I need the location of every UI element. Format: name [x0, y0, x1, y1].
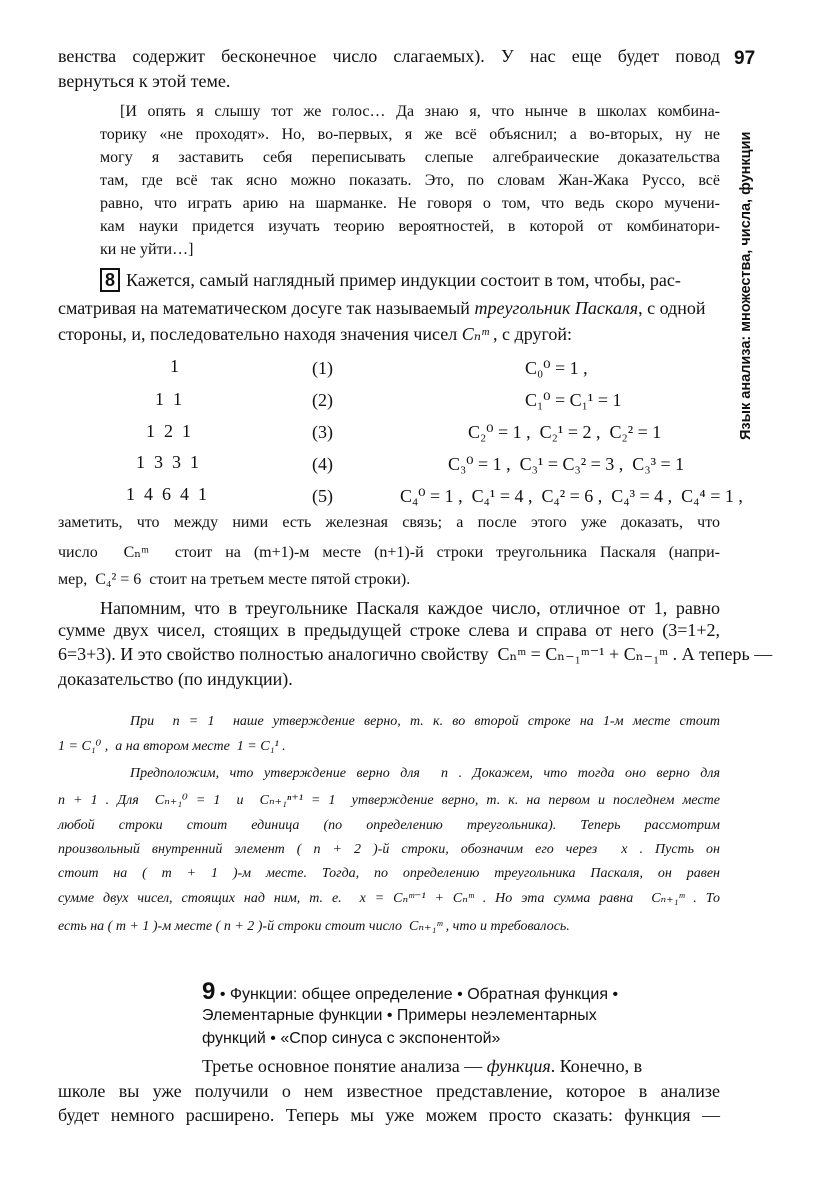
section8-line2	[58, 298, 720, 319]
text-line: сумме двух чисел, стоящих в предыдущей строке слева и справа от него (3=1+2,	[58, 620, 720, 640]
proof-line: стоит на ( m + 1 )-м месте. Тогда, по определению треугольника Паскаля, он равен	[58, 866, 720, 881]
text-span: , с другой:	[493, 324, 573, 344]
section9-heading-line1	[202, 978, 722, 1006]
quote-line: кам науки придется изучать теорию вероятностей, в которой от комбинатори-	[100, 218, 720, 235]
quote-line: торику «не проходят». Но, во-первых, я же всё объяснил; а во-вторых, ну не	[100, 126, 720, 143]
binomial-eq: C₃⁰ = 1 , C₃¹ = C₃² = 3 , C₃³ = 1	[448, 454, 685, 474]
text-span: стороны, и, последовательно находя значения чисел	[58, 324, 458, 344]
text-span: сматривая на математическом досуге так называемый	[58, 298, 475, 318]
proof-line: n + 1 . Для Cₙ₊₁⁰ = 1 и Cₙ₊₁ⁿ⁺¹ = 1 утверждение верно, т. к. на первом и последнем месте	[58, 793, 720, 808]
pascal-row: 1 2 1	[146, 421, 191, 441]
final-line1	[202, 1056, 720, 1077]
quote-line: равно, что играть арию на шарманке. Не говоря о том, что ведь скоро мучени-	[100, 195, 720, 212]
proof-line: Предположим, что утверждение верно для n . Докажем, что тогда оно верно для	[130, 766, 720, 781]
text-line: школе вы уже получили о нем известное представление, которое в анализе	[58, 1081, 720, 1101]
quote-line: там, где всё так ясно можно показать. Это, по словам Жан-Жака Руссо, всё	[100, 172, 720, 189]
proof-line: любой строки стоит единица (по определению треугольника). Теперь рассмотрим	[58, 818, 720, 833]
proof-line: есть на ( m + 1 )-м месте ( n + 2 )-й строки стоит число Cₙ₊₁ᵐ , что и требовалось.	[58, 919, 570, 934]
pascal-row: 1	[170, 356, 179, 376]
text-line: мер, C₄² = 6 стоит на третьем месте пятой строки).	[58, 571, 411, 588]
heading-text: • Функции: общее определение • Обратная функция •	[219, 986, 619, 1003]
page-number: 97	[734, 48, 756, 69]
proof-line: 1 = C₁⁰ , а на втором месте 1 = C₁¹ .	[58, 739, 286, 754]
side-title-text: Язык анализа: множества, числа, функции	[738, 131, 754, 440]
text-line: число Cₙᵐ стоит на (m+1)-м месте (n+1)-й строки треугольника Паскаля (напри-	[58, 544, 720, 561]
binomial-eq: C₁⁰ = C₁¹ = 1	[525, 390, 622, 410]
section9-heading-line3: функций • «Спор синуса с экспонентой»	[202, 1030, 501, 1047]
binomial-eq: C₂⁰ = 1 , C₂¹ = 2 , C₂² = 1	[468, 422, 662, 442]
section-number: 9	[202, 978, 216, 1005]
text-line: Напомним, что в треугольнике Паскаля каждое число, отличное от 1, равно	[100, 598, 720, 618]
quote-line: могу я заставить себя переписывать слепые алгебраические доказательства	[100, 149, 720, 166]
text-line: будет немного расширено. Теперь мы уже можем просто сказать: функция —	[58, 1105, 720, 1125]
term-italic: функция	[486, 1056, 551, 1076]
quote-line: [И опять я слышу тот же голос… Да знаю я, что нынче в школах комбина-	[120, 103, 720, 120]
row-number: (3)	[312, 422, 333, 442]
section8-line1	[100, 268, 720, 292]
row-number: (2)	[312, 390, 333, 410]
text-line: заметить, что между ними есть железная связь; а после этого уже доказать, что	[58, 514, 720, 531]
text-line: вернуться к этой теме.	[58, 71, 231, 91]
running-side-title	[736, 80, 760, 440]
term-italic: треугольник Паскаля	[474, 298, 639, 318]
proof-line: При n = 1 наше утверждение верно, т. к. во второй строке на 1-м месте стоит	[130, 714, 720, 729]
row-number: (1)	[312, 358, 333, 378]
binomial-eq: C₄⁰ = 1 , C₄¹ = 4 , C₄² = 6 , C₄³ = 4 , C₄⁴ = 1 ,	[400, 486, 743, 506]
text-line: 6=3+3). И это свойство полностью аналогично свойству Cₙᵐ = Cₙ₋₁ᵐ⁻¹ + Cₙ₋₁ᵐ . А теперь —	[58, 644, 773, 664]
section-badge: 8	[100, 268, 120, 292]
text-line: доказательство (по индукции).	[58, 669, 293, 689]
proof-line: произвольный внутренний элемент ( n + 2 )-й строки, обозначим его через x . Пусть он	[58, 842, 720, 857]
text-span: Третье основное понятие анализа —	[202, 1056, 487, 1076]
cnm-symbol: Cₙᵐ	[461, 324, 489, 344]
section8-line3	[58, 324, 720, 345]
text-span: . Конечно, в	[550, 1056, 643, 1076]
quote-line: ки не уйти…]	[100, 241, 194, 258]
pascal-row: 1 4 6 4 1	[126, 484, 207, 504]
proof-line: сумме двух чисел, стоящих над ним, т. е. x = Cₙᵐ⁻¹ + Cₙᵐ . Но эта сумма равна Cₙ₊₁ᵐ . То	[58, 891, 720, 906]
pascal-row: 1 1	[155, 389, 182, 409]
binomial-eq: C₀⁰ = 1 ,	[525, 358, 588, 378]
text-span: , с одной	[638, 298, 706, 318]
row-number: (4)	[312, 454, 333, 474]
section8-text: Кажется, самый наглядный пример индукции состоит в том, чтобы, рас-	[126, 270, 681, 290]
section9-heading-line2: Элементарные функции • Примеры неэлементарных	[202, 1007, 597, 1024]
pascal-row: 1 3 3 1	[136, 452, 199, 472]
row-number: (5)	[312, 486, 333, 506]
text-line: венства содержит бесконечное число слагаемых). У нас еще будет повод	[58, 46, 720, 66]
